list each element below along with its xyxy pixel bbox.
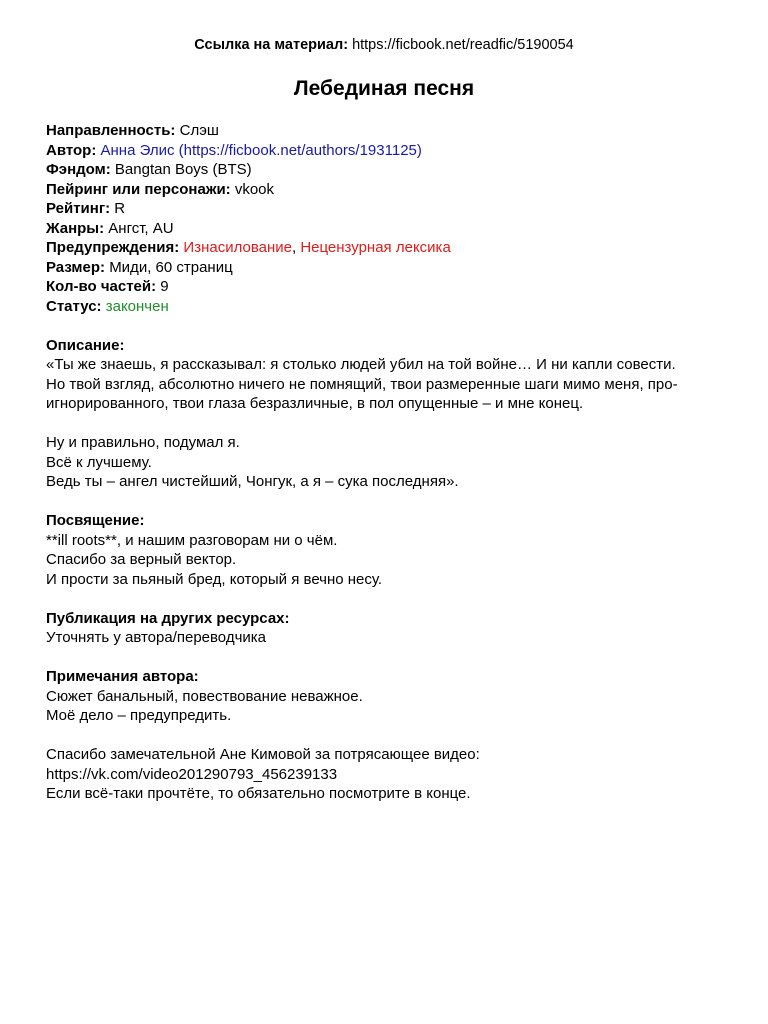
warning-tag[interactable]: Изнасилование bbox=[183, 239, 292, 256]
meta-genres-value: Ангст, AU bbox=[108, 219, 174, 237]
meta-size-value: Миди, 60 страниц bbox=[109, 258, 233, 276]
warning-tag[interactable]: Нецензурная лексика bbox=[300, 239, 451, 256]
meta-parts-label: Кол-во частей: bbox=[46, 278, 157, 295]
meta-rating-value: R bbox=[114, 200, 126, 217]
dedication-line: Спасибо за верный вектор. bbox=[46, 551, 237, 568]
publication-heading: Публикация на других ресурсах: bbox=[46, 609, 290, 627]
notes-line: Моё дело – предупредить. bbox=[46, 707, 232, 724]
document-title: Лебединая песня bbox=[293, 77, 475, 100]
spacer bbox=[46, 648, 726, 668]
meta-genres bbox=[46, 219, 726, 239]
notes-line: Спасибо замечательной Ане Кимовой за потрясающее видео: bbox=[46, 746, 480, 763]
meta-fandom bbox=[46, 160, 726, 180]
meta-rating bbox=[46, 199, 726, 219]
document-content bbox=[46, 121, 726, 804]
description-heading: Описание: bbox=[46, 336, 125, 354]
spacer bbox=[46, 316, 726, 336]
meta-warnings-label: Предупреждения: bbox=[46, 239, 180, 256]
description-line: игнорированного, твои глаза безразличные, в пол опущенные – и мне конец. bbox=[46, 395, 584, 412]
description-line: Всё к лучшему. bbox=[46, 453, 152, 471]
meta-rating-label: Рейтинг: bbox=[46, 200, 111, 217]
notes-line: Если всё-таки прочтёте, то обязательно посмотрите в конце. bbox=[46, 785, 471, 802]
meta-direction-label: Направленность: bbox=[46, 122, 176, 139]
description-line: «Ты же знаешь, я рассказывал: я столько людей убил на той войне… И ни капли совести. bbox=[46, 356, 676, 373]
dedication-line: И прости за пьяный бред, который я вечно несу. bbox=[46, 570, 383, 588]
spacer bbox=[46, 414, 726, 434]
dedication-heading: Посвящение: bbox=[46, 512, 145, 529]
dedication-line: **ill roots**, и нашим разговорам ни о чём. bbox=[46, 531, 338, 549]
source-link-label: Ссылка на материал: bbox=[194, 37, 349, 53]
notes-heading: Примечания автора: bbox=[46, 668, 199, 685]
description-line: Ну и правильно, подумал я. bbox=[46, 434, 240, 451]
description-line: Ведь ты – ангел чистейший, Чонгук, а я – сука последняя». bbox=[46, 473, 459, 490]
meta-pairing bbox=[46, 180, 726, 200]
spacer bbox=[46, 589, 726, 609]
meta-author-label: Автор: bbox=[46, 141, 97, 159]
meta-size bbox=[46, 258, 726, 278]
video-link[interactable]: https://vk.com/video201290793_456239133 bbox=[46, 765, 338, 783]
meta-genres-label: Жанры: bbox=[46, 219, 105, 237]
meta-status bbox=[46, 297, 726, 317]
notes-line: Сюжет банальный, повествование неважное. bbox=[46, 687, 363, 705]
meta-parts bbox=[46, 277, 726, 297]
meta-status-label: Статус: bbox=[46, 297, 102, 315]
description-line: Но твой взгляд, абсолютно ничего не помнящий, твои размеренные шаги мимо меня, про- bbox=[46, 375, 678, 393]
meta-pairing-value: vkook bbox=[234, 180, 275, 198]
status-badge: закончен bbox=[105, 297, 169, 315]
source-link-url[interactable]: https://ficbook.net/readfic/5190054 bbox=[352, 37, 574, 53]
warning-separator: , bbox=[291, 239, 297, 256]
meta-pairing-label: Пейринг или персонажи: bbox=[46, 180, 231, 198]
meta-fandom-value: Bangtan Boys (BTS) bbox=[114, 161, 252, 178]
meta-size-label: Размер: bbox=[46, 258, 106, 276]
meta-warnings bbox=[46, 238, 726, 258]
meta-direction bbox=[46, 121, 726, 141]
meta-author bbox=[46, 141, 726, 161]
meta-direction-value: Слэш bbox=[179, 122, 219, 139]
spacer bbox=[46, 726, 726, 746]
spacer bbox=[46, 492, 726, 512]
author-link[interactable]: Анна Элис (https://ficbook.net/authors/1931125) bbox=[100, 141, 422, 159]
source-link-line bbox=[0, 36, 768, 56]
meta-parts-value: 9 bbox=[160, 278, 169, 295]
publication-line: Уточнять у автора/переводчика bbox=[46, 629, 267, 646]
meta-fandom-label: Фэндом: bbox=[46, 161, 111, 178]
